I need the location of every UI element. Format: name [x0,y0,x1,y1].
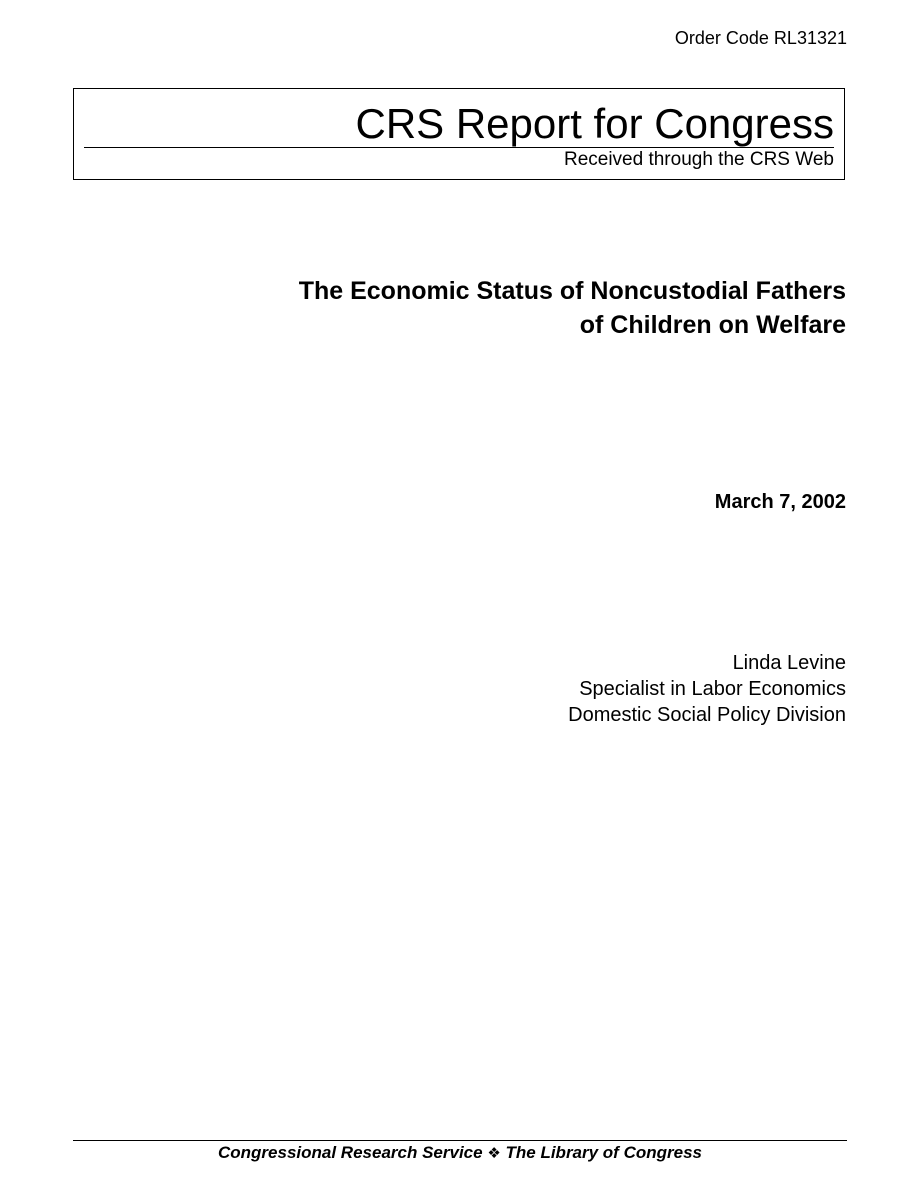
order-code: Order Code RL31321 [674,28,847,48]
report-header-box [73,88,845,180]
footer-separator-icon: ❖ [487,1144,501,1162]
footer [0,1142,920,1164]
author-division: Domestic Social Policy Division [568,704,846,726]
footer-right-text: The Library of Congress [505,1143,702,1162]
report-title-line-1: The Economic Status of Noncustodial Fathers [298,277,846,305]
report-date: March 7, 2002 [714,491,846,513]
header-title: CRS Report for Congress [355,100,834,147]
author-position: Specialist in Labor Economics [579,678,846,700]
author-block [568,650,846,728]
footer-divider [73,1140,847,1141]
header-subtitle: Received through the CRS Web [563,149,834,170]
footer-left-text: Congressional Research Service [218,1143,483,1162]
header-divider [84,147,834,148]
report-title-line-2: of Children on Welfare [579,311,846,339]
author-name: Linda Levine [732,652,846,674]
report-title [299,274,846,342]
